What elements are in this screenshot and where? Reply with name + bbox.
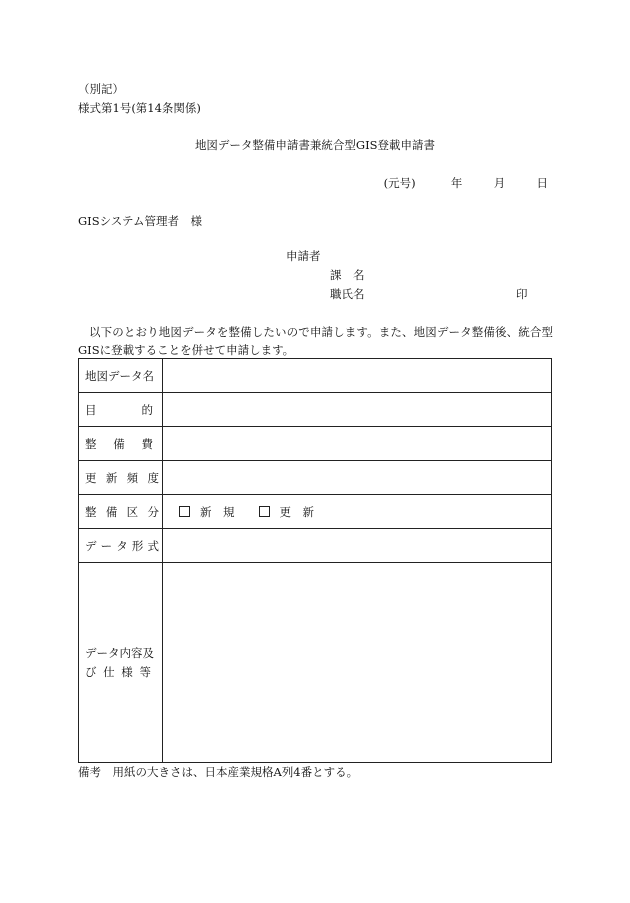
purpose-field[interactable]	[163, 393, 552, 427]
update-frequency-label-char: 頻	[126, 470, 139, 485]
data-content-spec-field[interactable]	[163, 563, 552, 763]
data-format-label-char: ー	[100, 538, 113, 553]
label-update-frequency	[79, 461, 163, 495]
update-frequency-field[interactable]	[163, 461, 552, 495]
data-format-label-char: 形	[131, 538, 144, 553]
cost-label-char: 整	[85, 436, 97, 451]
label-line-1: データ内容及	[85, 645, 154, 660]
remarks: 備考 用紙の大きさは、日本産業規格A列4番とする。	[78, 765, 359, 779]
table-row	[79, 393, 552, 427]
map-data-name-field[interactable]	[163, 359, 552, 393]
annex-note: （別記）	[78, 82, 124, 96]
label-purpose	[79, 393, 163, 427]
official-name-label: 職氏名	[330, 287, 365, 301]
year-field[interactable]: 年	[450, 176, 463, 190]
label-maintenance-category	[79, 495, 163, 529]
addressee: GISシステム管理者 様	[78, 214, 202, 228]
label-map-data-name: 地図データ名	[79, 359, 163, 393]
label-data-format	[79, 529, 163, 563]
day-field[interactable]: 日	[536, 176, 548, 190]
table-row	[79, 563, 552, 763]
month-field[interactable]: 月	[493, 176, 506, 190]
label-line-2: び 仕 様 等	[85, 664, 151, 679]
purpose-label-char: 目	[85, 402, 97, 417]
new-option-label: 新 規	[200, 504, 235, 519]
body-text: 以下のとおり地図データを整備したいので申請します。また、地図データ整備後、統合型GISに登載することを併せて申請します。	[78, 325, 553, 357]
update-frequency-label-char: 新	[105, 470, 118, 485]
era-field[interactable]: (元号)	[383, 176, 416, 190]
table-row	[79, 495, 552, 529]
cost-label-spread	[85, 436, 153, 452]
data-format-label-char: 式	[147, 538, 159, 553]
seal-mark: 印	[516, 287, 528, 301]
section-name-label: 課 名	[330, 268, 365, 282]
table-row	[79, 359, 552, 393]
category-label-spread	[85, 504, 159, 520]
new-checkbox[interactable]	[179, 506, 190, 517]
label-cost	[79, 427, 163, 461]
update-option[interactable]	[259, 504, 315, 520]
table-row	[79, 529, 552, 563]
table-row	[79, 427, 552, 461]
new-option[interactable]	[179, 504, 235, 520]
data-format-label-char: タ	[116, 538, 128, 553]
update-frequency-label-char: 更	[85, 470, 97, 485]
label-data-content-spec	[79, 563, 163, 763]
cost-label-char: 備	[113, 436, 125, 451]
category-label-char: 整	[85, 504, 97, 519]
data-format-label-char: デ	[85, 538, 97, 553]
category-label-char: 区	[126, 504, 139, 519]
data-format-label-spread	[85, 538, 159, 554]
maintenance-category-field	[163, 495, 552, 529]
update-frequency-label-spread	[85, 470, 159, 486]
date-line	[384, 176, 548, 190]
category-label-char: 備	[105, 504, 118, 519]
form-number: 様式第1号(第14条関係)	[78, 101, 201, 115]
application-table	[78, 358, 552, 763]
cost-label-char: 費	[141, 436, 153, 451]
category-label-char: 分	[147, 504, 159, 519]
form-title: 地図データ整備申請書兼統合型GIS登載申請書	[194, 138, 436, 152]
purpose-label-char: 的	[141, 402, 153, 417]
data-format-field[interactable]	[163, 529, 552, 563]
applicant-label: 申請者	[286, 249, 321, 263]
update-option-label: 更 新	[279, 504, 314, 519]
cost-field[interactable]	[163, 427, 552, 461]
purpose-label-spread	[85, 402, 153, 418]
update-checkbox[interactable]	[259, 506, 270, 517]
table-row	[79, 461, 552, 495]
update-frequency-label-char: 度	[147, 470, 159, 485]
